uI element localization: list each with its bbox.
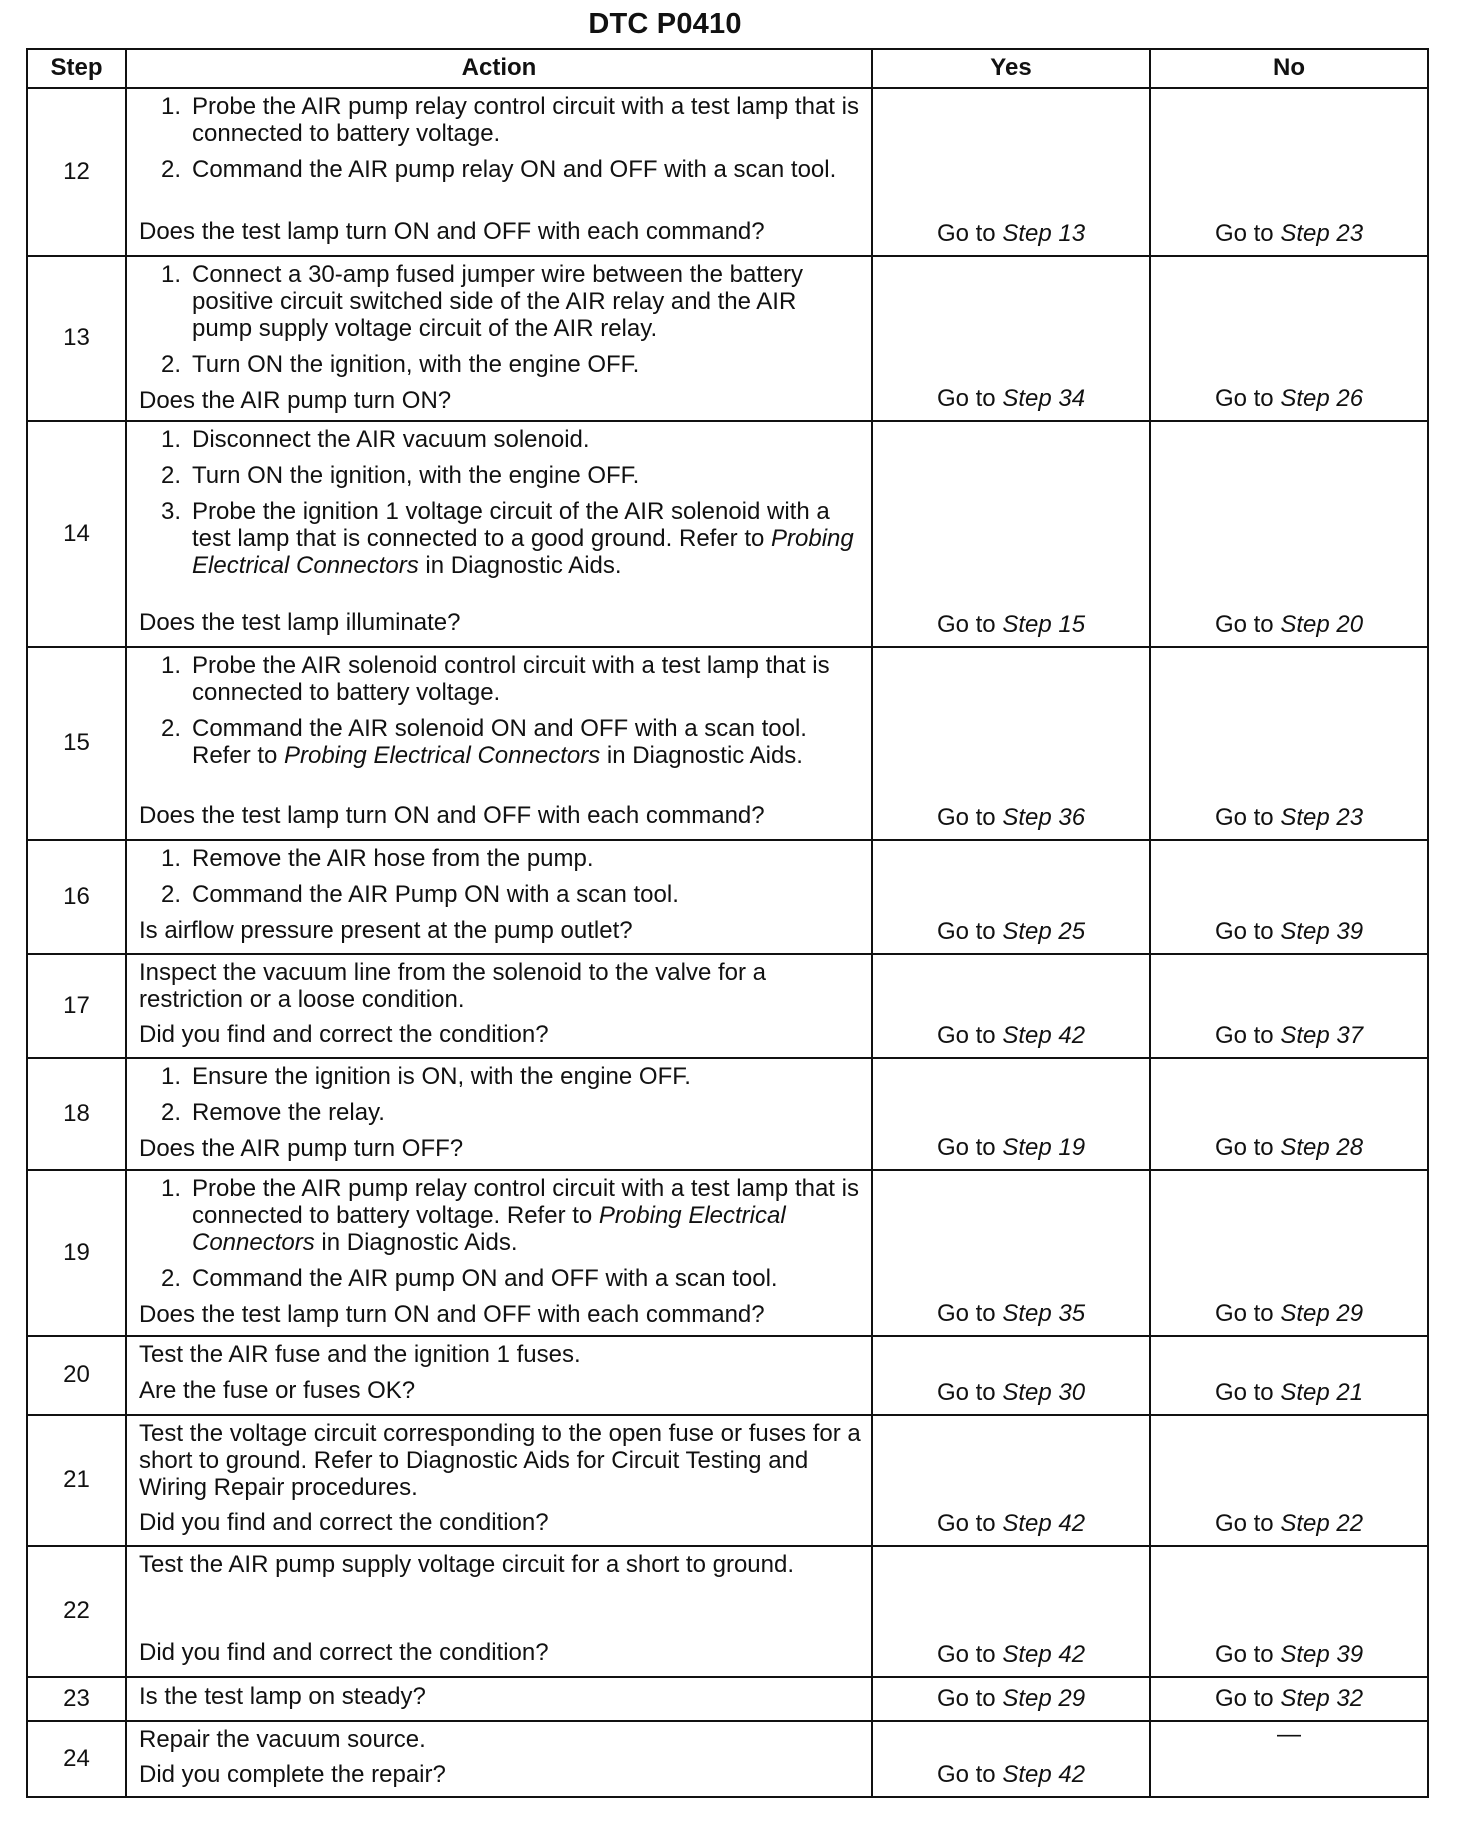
step-number: 13 [27,256,126,421]
action-step-item [161,463,861,490]
action-step-number: 2. [161,880,182,908]
goto-prefix: Go to [1214,1510,1281,1538]
action-cell [126,1336,872,1415]
action-steps-list [139,653,861,779]
action-question: Did you find and correct the condition? [139,1020,549,1048]
action-step-text: Probe the AIR solenoid control circuit with a test lamp that is connected to battery voltage. [192,652,830,706]
action-steps-list [139,1064,861,1136]
goto-step-link[interactable]: Step 29 [1002,1685,1086,1713]
no-result-cell [1150,256,1428,421]
step-number: 22 [27,1546,126,1677]
action-cell [126,840,872,954]
goto-step-link[interactable]: Step 25 [1002,918,1086,946]
goto-prefix: Go to [1214,1134,1281,1162]
action-content [139,94,861,246]
action-steps-list [139,262,861,388]
table-row [27,647,1428,840]
action-spacer [139,588,861,610]
action-step-number: 1. [161,652,182,679]
goto-step-link[interactable]: Step 34 [1002,385,1086,413]
no-result-cell [1150,1336,1428,1415]
goto-prefix: Go to [1214,804,1281,832]
action-instruction: Test the AIR pump supply voltage circuit for a short to ground. [139,1551,795,1578]
goto-prefix: Go to [1214,918,1281,946]
goto-prefix: Go to [1214,1022,1281,1050]
action-question: Does the test lamp turn ON and OFF with each command? [139,1300,765,1328]
goto-prefix: Go to [1214,1641,1281,1669]
header-yes: Yes [872,49,1150,88]
action-step-text: Command the AIR pump ON and OFF with a scan tool. [192,1264,778,1292]
action-step-item [161,157,861,184]
action-content [139,1421,861,1536]
table-row [27,88,1428,256]
not-applicable-dash: — [1277,1721,1301,1749]
goto-step-link[interactable]: Step 20 [1280,611,1364,639]
goto-step-link[interactable]: Step 37 [1280,1022,1364,1050]
goto-step-link[interactable]: Step 23 [1280,804,1364,832]
table-row [27,954,1428,1058]
action-question: Does the test lamp turn ON and OFF with each command? [139,218,765,246]
goto-step-link[interactable]: Step 21 [1280,1379,1364,1407]
action-question: Does the AIR pump turn ON? [139,386,452,414]
goto-step-link[interactable]: Step 13 [1002,220,1086,248]
action-question: Is airflow pressure present at the pump outlet? [139,916,633,944]
no-result-cell [1150,1415,1428,1546]
action-cell [126,1677,872,1721]
goto-prefix: Go to [936,918,1003,946]
step-number: 15 [27,647,126,840]
no-result-cell [1150,1677,1428,1721]
no-result-cell [1150,954,1428,1058]
document-title: DTC P0410 [588,8,742,40]
goto-step-link[interactable]: Step 39 [1280,918,1364,946]
action-steps-list [139,427,861,588]
action-content [139,1552,861,1667]
goto-step-link[interactable]: Step 42 [1002,1022,1086,1050]
action-cell [126,88,872,256]
goto-prefix: Go to [1214,220,1281,248]
step-number: 16 [27,840,126,954]
action-question: Does the test lamp turn ON and OFF with each command? [139,802,765,830]
goto-step-link[interactable]: Step 39 [1280,1641,1364,1669]
action-step-item [161,882,861,909]
action-step-item [161,352,861,379]
action-step-number: 3. [161,497,182,525]
goto-prefix: Go to [936,1379,1003,1407]
action-content [139,1683,861,1711]
table-row [27,1058,1428,1170]
goto-step-link[interactable]: Step 32 [1280,1685,1364,1713]
action-cell [126,954,872,1058]
table-row [27,421,1428,647]
action-cell [126,421,872,647]
no-result-cell [1150,421,1428,647]
yes-result-cell [872,647,1150,840]
action-content [139,1176,861,1326]
action-step-number: 2. [161,461,182,489]
action-step-text: Connect a 30-amp fused jumper wire between the battery positive circuit switched side of the AIR relay and the AIR pump supply voltage circuit of the AIR relay. [192,261,804,342]
action-step-item [161,846,861,873]
action-cell [126,1721,872,1797]
action-step-text: in Diagnostic Aids. [418,551,622,579]
goto-step-link[interactable]: Step 42 [1002,1761,1086,1789]
action-step-item [161,499,861,580]
goto-prefix: Go to [1214,1379,1281,1407]
goto-prefix: Go to [936,1641,1003,1669]
action-step-text: Remove the AIR hose from the pump. [192,845,594,872]
no-result-cell [1150,1058,1428,1170]
action-step-text: Turn ON the ignition, with the engine OFF. [192,350,640,378]
goto-step-link[interactable]: Step 36 [1002,804,1086,832]
step-number: 19 [27,1170,126,1336]
action-content [139,261,861,414]
header-step: Step [27,49,126,88]
goto-step-link[interactable]: Step 26 [1280,385,1364,413]
table-row [27,1677,1428,1721]
action-question: Is the test lamp on steady? [139,1683,426,1711]
reference-link-text: Probing Electrical Connectors [192,1201,786,1256]
reference-link-text: Probing Electrical Connectors [284,741,601,769]
action-instruction: Test the AIR fuse and the ignition 1 fuses. [139,1341,581,1368]
goto-prefix: Go to [936,1300,1003,1328]
action-instruction: Repair the vacuum source. [139,1726,426,1753]
action-step-text: Turn ON the ignition, with the engine OFF. [192,461,640,489]
yes-result-cell [872,1546,1150,1677]
action-step-text: in Diagnostic Aids. [314,1228,518,1256]
header-action: Action [126,49,872,88]
yes-result-cell [872,954,1150,1058]
action-step-number: 2. [161,155,182,183]
goto-prefix: Go to [936,220,1003,248]
yes-result-cell [872,1677,1150,1721]
table-row [27,1336,1428,1415]
action-content [139,653,861,830]
yes-result-cell [872,1170,1150,1336]
table-row [27,1170,1428,1336]
action-step-text: in Diagnostic Aids. [600,741,803,769]
yes-result-cell [872,256,1150,421]
action-content [139,846,861,944]
goto-step-link[interactable]: Step 30 [1002,1379,1086,1407]
step-number: 17 [27,954,126,1058]
action-step-item [161,716,861,770]
action-step-number: 2. [161,1098,182,1126]
action-cell [126,1170,872,1336]
action-content [139,1342,861,1405]
action-step-number: 1. [161,261,182,288]
action-step-number: 1. [161,93,182,120]
goto-step-link[interactable]: Step 28 [1280,1134,1364,1162]
goto-prefix: Go to [936,1685,1003,1713]
action-step-number: 2. [161,1264,182,1292]
goto-prefix: Go to [1214,1300,1281,1328]
action-content [139,1064,861,1160]
goto-step-link[interactable]: Step 42 [1002,1641,1086,1669]
goto-prefix: Go to [936,611,1003,639]
goto-step-link[interactable]: Step 15 [1002,611,1086,639]
step-number: 21 [27,1415,126,1546]
action-question: Did you complete the repair? [139,1760,446,1788]
action-question: Did you find and correct the condition? [139,1639,549,1667]
action-step-text: Command the AIR Pump ON with a scan tool. [192,880,679,908]
step-number: 23 [27,1677,126,1721]
yes-result-cell [872,1058,1150,1170]
yes-result-cell [872,1336,1150,1415]
action-step-item [161,427,861,454]
action-instruction: Test the voltage circuit corresponding to the open fuse or fuses for a short to ground. Refer to Diagnostic Aids for Circuit Testing and Wiring Repair procedures. [139,1420,861,1501]
action-step-text: Command the AIR solenoid ON and OFF with a scan tool. Refer to [192,714,807,769]
action-spacer [139,779,861,804]
table-row [27,256,1428,421]
action-step-number: 1. [161,1063,182,1090]
action-question: Are the fuse or fuses OK? [139,1377,416,1405]
step-number: 24 [27,1721,126,1797]
action-cell [126,647,872,840]
diagnostic-table [26,48,1429,1798]
goto-step-link[interactable]: Step 22 [1280,1510,1364,1538]
action-spacer [139,193,861,220]
action-question: Does the AIR pump turn OFF? [139,1134,464,1162]
table-row [27,1415,1428,1546]
action-step-text: Ensure the ignition is ON, with the engine OFF. [192,1063,691,1090]
step-number: 20 [27,1336,126,1415]
action-step-item [161,1266,861,1293]
action-instruction: Inspect the vacuum line from the solenoid to the valve for a restriction or a loose condition. [139,959,767,1013]
yes-result-cell [872,88,1150,256]
action-step-number: 1. [161,426,182,453]
action-cell [126,256,872,421]
goto-prefix: Go to [1214,385,1281,413]
goto-step-link[interactable]: Step 19 [1002,1134,1086,1162]
no-result-cell [1150,1721,1428,1797]
header-row [27,49,1428,88]
action-steps-list [139,846,861,918]
action-step-text: Probe the ignition 1 voltage circuit of the AIR solenoid with a test lamp that is connected to a good ground. Refer to [192,497,830,552]
goto-prefix: Go to [936,804,1003,832]
no-result-cell [1150,1170,1428,1336]
action-content [139,960,861,1048]
goto-prefix: Go to [936,385,1003,413]
table-row [27,1546,1428,1677]
table-row [27,840,1428,954]
reference-link-text: Probing Electrical Connectors [192,524,854,579]
no-result-cell [1150,88,1428,256]
no-result-cell [1150,647,1428,840]
action-cell [126,1415,872,1546]
action-step-text: Disconnect the AIR vacuum solenoid. [192,426,590,453]
step-number: 12 [27,88,126,256]
goto-prefix: Go to [936,1022,1003,1050]
goto-step-link[interactable]: Step 29 [1280,1300,1364,1328]
step-number: 18 [27,1058,126,1170]
action-step-text: Command the AIR pump relay ON and OFF with a scan tool. [192,155,837,183]
action-step-item [161,1100,861,1127]
action-step-number: 2. [161,350,182,378]
goto-prefix: Go to [1214,611,1281,639]
action-step-text: Probe the AIR pump relay control circuit with a test lamp that is connected to battery voltage. Refer to [192,1175,859,1229]
goto-prefix: Go to [936,1761,1003,1789]
action-question: Did you find and correct the condition? [139,1508,549,1536]
action-step-number: 1. [161,845,182,872]
action-steps-list [139,1176,861,1302]
no-result-cell [1150,1546,1428,1677]
action-spacer [139,1587,861,1640]
goto-prefix: Go to [936,1510,1003,1538]
action-step-text: Probe the AIR pump relay control circuit with a test lamp that is connected to battery voltage. [192,93,859,147]
action-step-item [161,653,861,707]
header-no: No [1150,49,1428,88]
action-content [139,1727,861,1787]
action-step-item [161,1064,861,1091]
action-step-number: 1. [161,1175,182,1202]
action-cell [126,1546,872,1677]
action-step-number: 2. [161,714,182,742]
goto-step-link[interactable]: Step 42 [1002,1510,1086,1538]
goto-step-link[interactable]: Step 35 [1002,1300,1086,1328]
action-question: Does the test lamp illuminate? [139,609,461,637]
action-content [139,427,861,637]
step-number: 14 [27,421,126,647]
table-row [27,1721,1428,1797]
goto-step-link[interactable]: Step 23 [1280,220,1364,248]
action-step-item [161,94,861,148]
no-result-cell [1150,840,1428,954]
yes-result-cell [872,1721,1150,1797]
yes-result-cell [872,421,1150,647]
goto-prefix: Go to [1214,1685,1281,1713]
yes-result-cell [872,840,1150,954]
yes-result-cell [872,1415,1150,1546]
action-step-item [161,262,861,343]
goto-prefix: Go to [936,1134,1003,1162]
action-cell [126,1058,872,1170]
action-step-text: Remove the relay. [192,1098,385,1126]
action-step-item [161,1176,861,1257]
action-steps-list [139,94,861,193]
